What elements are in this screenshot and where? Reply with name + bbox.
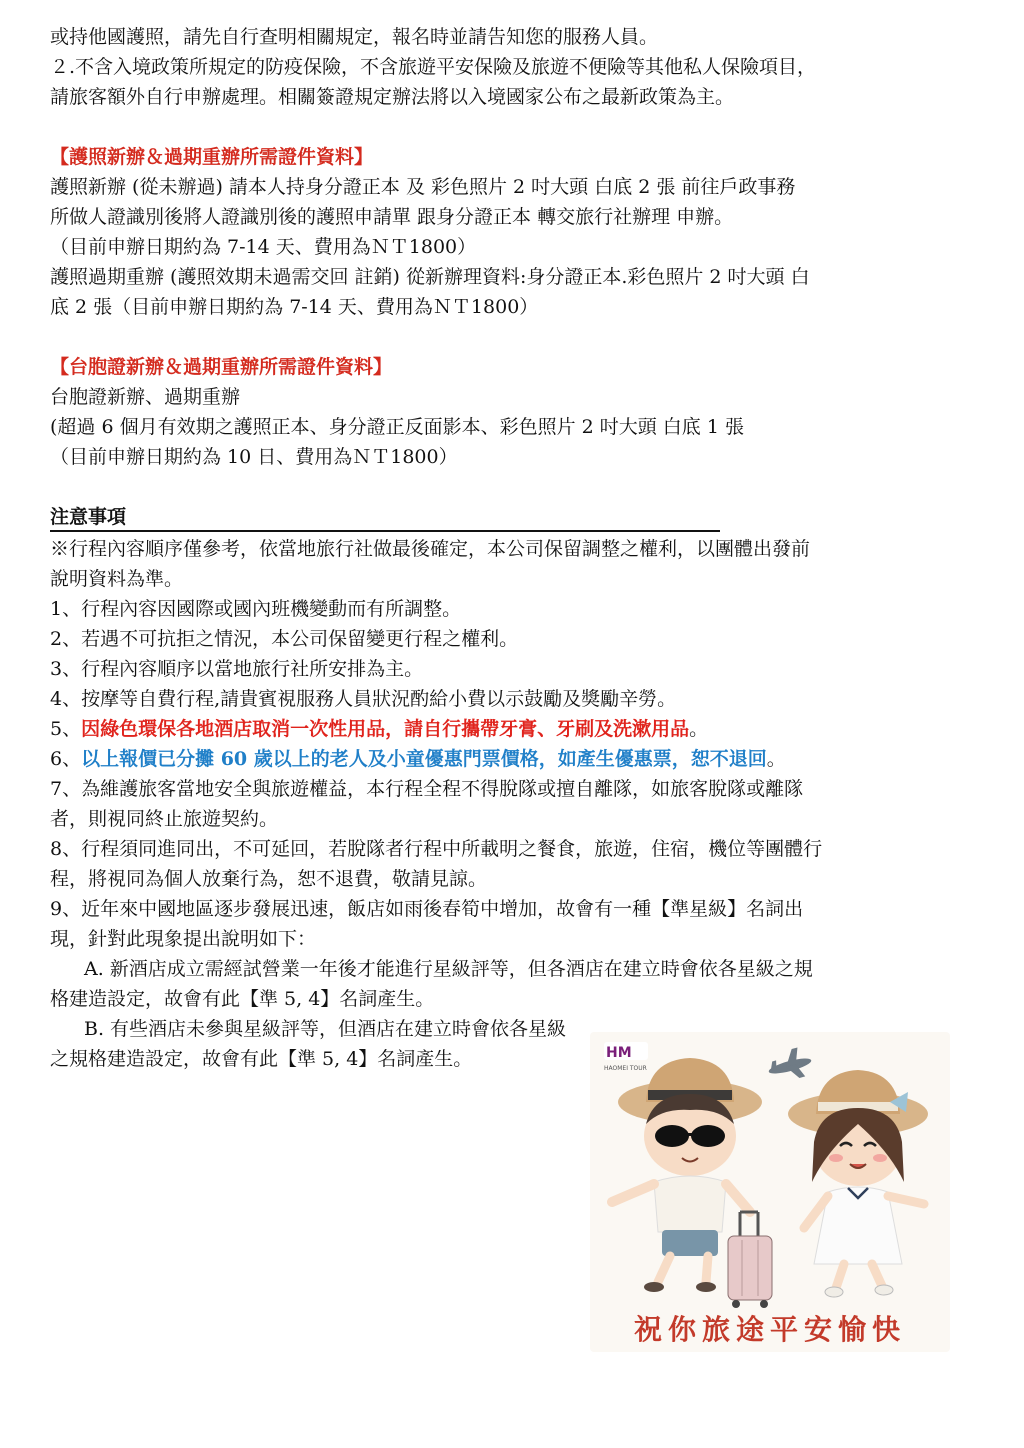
blessing-text: 祝你旅途平安愉快 xyxy=(633,1313,906,1346)
notice-item-7-line-2: 者，則視同終止旅遊契約。 xyxy=(50,808,279,830)
notice-item-8-line-1: 8、行程須同進同出，不可延回，若脫隊者行程中所載明之餐食，旅遊，住宿，機位等團體行 xyxy=(50,838,823,860)
passport-section-heading: 【護照新辦＆過期重辦所需證件資料】 xyxy=(50,146,374,168)
notice-preface-line-1: ※行程內容順序僅參考，依當地旅行社做最後確定，本公司保留調整之權利，以團體出發前 xyxy=(50,538,811,560)
notice-item-a-line-1: A. 新酒店成立需經試營業一年後才能進行星級評等，但各酒店在建立時會依各星級之規 xyxy=(84,958,813,980)
document-page xyxy=(50,22,960,1074)
notice-item-b: B. 有些酒店未參與星級評等，但酒店在建立時會依各星級之規格建造設定，故會有此【準 5, 4】名詞產生。 xyxy=(50,1018,567,1070)
notice-item-5-number: 5、 xyxy=(50,718,82,740)
notice-item-5-period: 。 xyxy=(689,718,709,740)
notice-item-5 xyxy=(50,714,960,744)
notice-title: 注意事項 xyxy=(50,504,720,532)
logo-mark: HM xyxy=(606,1045,632,1061)
intro-line-3: 請旅客額外自行申辦處理。相關簽證規定辦法將以入境國家公布之最新政策為主。 xyxy=(50,86,735,108)
notice-item-5-emphasis: 因綠色環保各地酒店取消一次性用品，請自行攜帶牙膏、牙刷及洗漱用品 xyxy=(81,718,690,740)
passport-line-2: 所做人證識別後將人證識別後的護照申請單 跟身分證正本 轉交旅行社辦理 申辦。 xyxy=(50,206,734,228)
intro-line-1: 或持他國護照，請先自行查明相關規定，報名時並請告知您的服務人員。 xyxy=(50,26,659,48)
notice-item-a-line-2: 格建造設定，故會有此【準 5, 4】名詞產生。 xyxy=(50,988,435,1010)
girl-figure xyxy=(788,1070,928,1297)
airplane-icon xyxy=(765,1045,815,1085)
notice-item-4: 4、按摩等自費行程,請貴賓視服務人員狀況酌給小費以示鼓勵及獎勵辛勞。 xyxy=(50,688,677,710)
notice-item-6-period: 。 xyxy=(766,748,786,770)
hm-logo xyxy=(604,1042,648,1072)
passport-line-1: 護照新辦 (從未辦過) 請本人持身分證正本 及 彩色照片 2 吋大頭 白底 2 張 前往戶政事務 xyxy=(50,176,796,198)
notice-preface-line-2: 說明資料為準。 xyxy=(50,568,184,590)
notice-item-9-line-1: 9、近年來中國地區逐步發展迅速，飯店如雨後春筍中增加，故會有一種【準星級】名詞出 xyxy=(50,898,804,920)
notice-item-3: 3、行程內容順序以當地旅行社所安排為主。 xyxy=(50,658,424,680)
couple-drawing xyxy=(590,1032,950,1352)
suitcase-icon xyxy=(728,1212,772,1308)
passport-line-5: 底 2 張（目前申辦日期約為 7-14 天、費用為ＮＴ1800） xyxy=(50,296,539,318)
logo-subtitle: HAOMEI TOUR xyxy=(604,1065,647,1072)
taiwan-permit-line-1: 台胞證新辦、過期重辦 xyxy=(50,386,241,408)
notice-item-6-number: 6、 xyxy=(50,748,82,770)
notice-item-8-line-2: 程，將視同為個人放棄行為，恕不退費，敬請見諒。 xyxy=(50,868,488,890)
intro-line-2: ２.不含入境政策所規定的防疫保險，不含旅遊平安保險及旅遊不便險等其他私人保險項目， xyxy=(50,56,817,78)
passport-line-4: 護照過期重辦 (護照效期未過需交回 註銷) 從新辦理資料:身分證正本.彩色照片 2 吋大頭 白 xyxy=(50,266,810,288)
passport-line-3: （目前申辦日期約為 7-14 天、費用為ＮＴ1800） xyxy=(50,236,477,258)
notice-item-6-emphasis: 以上報價已分攤 60 歲以上的老人及小童優惠門票價格，如產生優惠票，恕不退回 xyxy=(81,748,767,770)
notice-item-6 xyxy=(50,744,960,774)
taiwan-permit-line-2: (超過 6 個月有效期之護照正本、身分證正反面影本、彩色照片 2 吋大頭 白底 1 張 xyxy=(50,416,744,438)
notice-item-1: 1、行程內容因國際或國內班機變動而有所調整。 xyxy=(50,598,462,620)
travel-couple-illustration xyxy=(590,1032,950,1352)
taiwan-permit-line-3: （目前申辦日期約為 10 日、費用為ＮＴ1800） xyxy=(50,446,458,468)
taiwan-permit-section-heading: 【台胞證新辦＆過期重辦所需證件資料】 xyxy=(50,356,393,378)
notice-item-9-line-2: 現，針對此現象提出說明如下： xyxy=(50,928,317,950)
notice-item-7-line-1: 7、為維護旅客當地安全與旅遊權益，本行程全程不得脫隊或擅自離隊，如旅客脫隊或離隊 xyxy=(50,778,804,800)
notice-item-2: 2、若遇不可抗拒之情況，本公司保留變更行程之權利。 xyxy=(50,628,519,650)
